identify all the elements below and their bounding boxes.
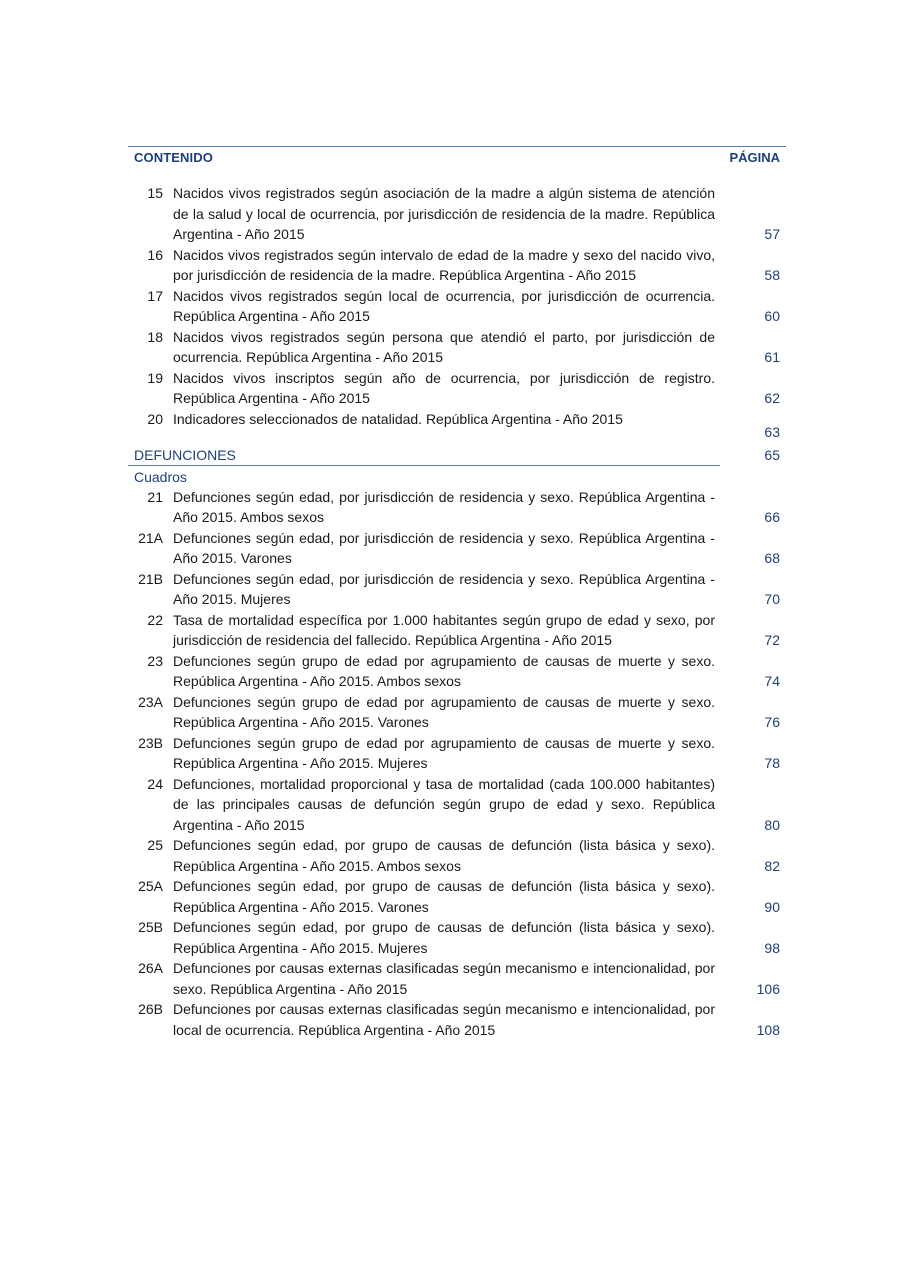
entries-natalidad <box>128 183 786 443</box>
entry-page: 90 <box>764 898 780 915</box>
entry-text: Defunciones según edad, por grupo de causas de defunción (lista básica y sexo). República Argentina - Año 2015. Varones <box>173 878 715 915</box>
toc-entry[interactable] <box>128 409 786 443</box>
entry-text: Defunciones según grupo de edad por agrupamiento de causas de muerte y sexo. República Argentina - Año 2015. Varones <box>173 693 715 730</box>
entry-text: Defunciones según edad, por grupo de causas de defunción (lista básica y sexo). República Argentina - Año 2015. Mujeres <box>173 919 715 956</box>
toc-entry[interactable] <box>128 327 786 368</box>
entry-number: 19 <box>147 369 163 386</box>
toc-entry[interactable] <box>128 569 786 610</box>
entry-number: 15 <box>147 185 163 201</box>
entry-text: Defunciones según grupo de edad por agrupamiento de causas de muerte y sexo. República Argentina - Año 2015. Ambos sexos <box>173 652 715 689</box>
toc-entry[interactable] <box>128 958 786 999</box>
page-heading: PÁGINA <box>729 150 780 165</box>
entry-number: 16 <box>147 246 163 263</box>
entry-page: 108 <box>756 1021 780 1038</box>
entry-number: 26A <box>138 960 163 976</box>
entry-page: 57 <box>764 226 780 242</box>
toc-entry[interactable] <box>128 245 786 286</box>
entry-number: 23B <box>138 734 163 751</box>
entry-text: Defunciones por causas externas clasificadas según mecanismo e intencionalidad, por local de ocurrencia. República Argentina - Año 2015 <box>173 1001 715 1038</box>
entry-number: 23 <box>147 652 163 669</box>
toc-entry[interactable] <box>128 528 786 569</box>
toc-header <box>128 147 786 171</box>
entry-page: 58 <box>764 267 780 283</box>
toc-entry[interactable] <box>128 876 786 917</box>
entry-text: Nacidos vivos registrados según intervalo de edad de la madre y sexo del nacido vivo, por jurisdicción de residencia de la madre. República Argentina - Año 2015 <box>173 246 715 283</box>
table-of-contents <box>128 146 786 1040</box>
entry-number: 24 <box>147 775 163 792</box>
toc-entry[interactable] <box>128 774 786 836</box>
toc-entry[interactable] <box>128 917 786 958</box>
entry-text: Nacidos vivos registrados según asociación de la madre a algún sistema de atención de la salud y local de ocurrencia, por jurisdicción de residencia de la madre. República Argentina - Año 2015 <box>173 185 715 242</box>
entry-page: 61 <box>764 349 780 365</box>
entry-page: 66 <box>764 509 780 525</box>
entry-text: Defunciones, mortalidad proporcional y tasa de mortalidad (cada 100.000 habitantes) de las principales causas de defunción según grupo de edad y sexo. República Argentina - Año 2015 <box>173 775 715 833</box>
entry-page: 106 <box>756 980 780 997</box>
entry-page: 72 <box>764 632 780 648</box>
entries-defunciones <box>128 487 786 1041</box>
entry-page: 98 <box>764 939 780 956</box>
entry-number: 23A <box>138 693 163 710</box>
entry-page: 62 <box>764 390 780 406</box>
entry-number: 18 <box>147 328 163 345</box>
entry-number: 21A <box>138 529 163 546</box>
entry-text: Defunciones por causas externas clasificadas según mecanismo e intencionalidad, por sexo. República Argentina - Año 2015 <box>173 960 715 997</box>
entry-number: 25A <box>138 878 163 894</box>
entry-page: 70 <box>764 591 780 607</box>
section-defunciones[interactable] <box>128 444 786 466</box>
entry-page: 60 <box>764 308 780 324</box>
entry-text: Defunciones según grupo de edad por agrupamiento de causas de muerte y sexo. República Argentina - Año 2015. Mujeres <box>173 734 715 771</box>
entry-page: 78 <box>764 755 780 771</box>
entry-text: Nacidos vivos inscriptos según año de ocurrencia, por jurisdicción de registro. República Argentina - Año 2015 <box>173 369 715 406</box>
entry-text: Nacidos vivos registrados según local de ocurrencia, por jurisdicción de ocurrencia. República Argentina - Año 2015 <box>173 287 715 324</box>
toc-entry[interactable] <box>128 368 786 409</box>
entry-number: 20 <box>147 410 163 427</box>
entry-number: 26B <box>138 1001 163 1017</box>
entry-page: 76 <box>764 714 780 730</box>
entry-number: 21 <box>147 488 163 505</box>
entry-page: 74 <box>764 673 780 689</box>
entry-text: Defunciones según edad, por jurisdicción de residencia y sexo. República Argentina - Año 2015. Mujeres <box>173 570 715 607</box>
entry-text: Tasa de mortalidad específica por 1.000 habitantes según grupo de edad y sexo, por jurisdicción de residencia del fallecido. República Argentina - Año 2015 <box>173 611 715 648</box>
entry-text: Defunciones según edad, por grupo de causas de defunción (lista básica y sexo). República Argentina - Año 2015. Ambos sexos <box>173 837 715 874</box>
contents-heading: CONTENIDO <box>134 150 213 165</box>
entry-text: Indicadores seleccionados de natalidad. República Argentina - Año 2015 <box>173 410 623 427</box>
entry-page: 82 <box>764 857 780 874</box>
entry-page: 80 <box>764 816 780 833</box>
toc-entry[interactable] <box>128 835 786 876</box>
toc-entry[interactable] <box>128 692 786 733</box>
entry-text: Nacidos vivos registrados según persona que atendió el parto, por jurisdicción de ocurrencia. República Argentina - Año 2015 <box>173 328 715 365</box>
subsection-cuadros <box>128 466 786 487</box>
entry-text: Defunciones según edad, por jurisdicción de residencia y sexo. República Argentina - Año 2015. Ambos sexos <box>173 488 715 525</box>
entry-page: 68 <box>764 550 780 566</box>
section-title: DEFUNCIONES <box>134 446 236 463</box>
entry-number: 25B <box>138 919 163 935</box>
entry-page: 63 <box>764 424 780 440</box>
toc-entry[interactable] <box>128 487 786 528</box>
toc-entry[interactable] <box>128 733 786 774</box>
toc-entry[interactable] <box>128 286 786 327</box>
entry-number: 21B <box>138 570 163 587</box>
entry-number: 17 <box>147 287 163 304</box>
entry-number: 25 <box>147 837 163 853</box>
toc-entry[interactable] <box>128 651 786 692</box>
section-page: 65 <box>764 446 780 463</box>
entry-number: 22 <box>147 611 163 628</box>
entry-text: Defunciones según edad, por jurisdicción de residencia y sexo. República Argentina - Año 2015. Varones <box>173 529 715 566</box>
toc-entry[interactable] <box>128 999 786 1040</box>
toc-entry[interactable] <box>128 610 786 651</box>
subsection-title: Cuadros <box>134 468 187 485</box>
toc-entry[interactable] <box>128 183 786 245</box>
